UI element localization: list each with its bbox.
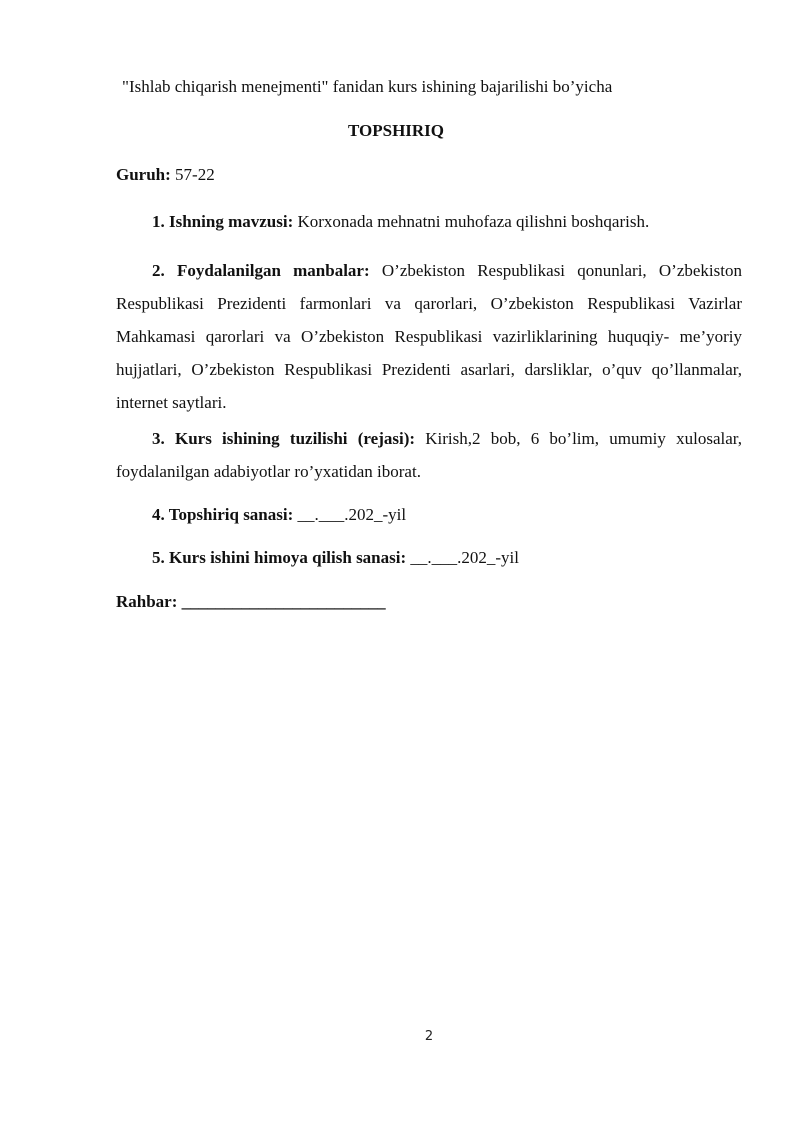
group-field [116,165,742,185]
assignment-item-structure [116,422,742,488]
defense-date-value: __.___.202_-yil [406,548,519,567]
sources-label: 2. Foydalanilgan manbalar: [152,261,370,280]
assignment-item-topic [116,205,742,238]
assignment-item-date [116,498,742,531]
defense-date-label: 5. Kurs ishini himoya qilish sanasi: [152,548,407,567]
supervisor-field [116,592,742,612]
topic-value: Korxonada mehnatni muhofaza qilishni boshqarish. [293,212,650,231]
group-label: Guruh: [116,165,171,184]
course-heading-line: "Ishlab chiqarish menejmenti" fanidan kurs ishining bajarilishi bo’yicha [122,77,613,96]
document-title: TOPSHIRIQ [347,121,445,140]
assignment-date-value: __.___.202_-yil [293,505,407,524]
structure-label: 3. Kurs ishining tuzilishi (rejasi): [152,429,416,448]
sources-value: O’zbekiston Respublikasi qonunlari, O’zbekiston Respublikasi Prezidenti farmonlari va qarorlari, O’zbekiston Respublikasi Vazirlar Mahkamasi qarorlari va O’zbekiston Respublikasi vazirliklarining huquqiy- me’yoriy hujjatlari, O’zbekiston Respublikasi Prezidenti asarlari, darsliklar, o’quv qo’llanmalar, internet saytlari. [116,261,742,412]
topic-label: 1. Ishning mavzusi: [152,212,294,231]
supervisor-label: Rahbar: [116,592,178,611]
supervisor-signature-line: ________________________ [177,592,386,611]
page-number: 2 [424,1029,434,1044]
group-value: 57-22 [170,165,215,184]
assignment-item-sources [116,254,742,419]
structure-value: Kirish,2 bob, 6 bo’lim, umumiy xulosalar, foydalanilgan adabiyotlar ro’yxatidan iborat. [116,429,742,481]
assignment-date-label: 4. Topshiriq sanasi: [152,505,294,524]
assignment-item-defense-date [116,541,742,574]
